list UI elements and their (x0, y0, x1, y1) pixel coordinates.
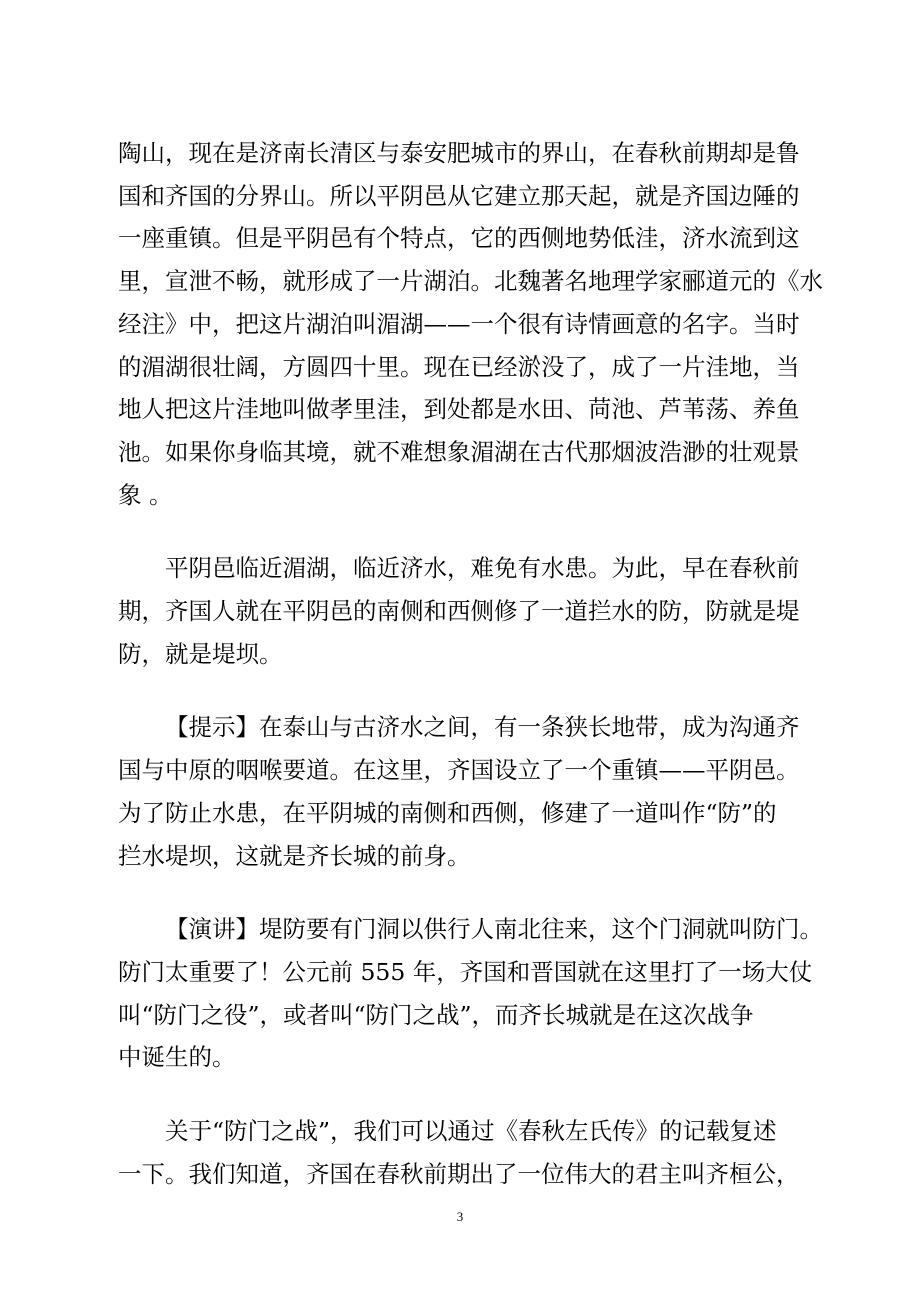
paragraph-speech (118, 908, 823, 1079)
text-line: 国和齐国的分界山。所以平阴邑从它建立那天起，就是齐国边陲的 (118, 181, 800, 210)
page-number: 3 (456, 1209, 464, 1224)
text-line: 拦水堤坝，这就是齐长城的前身。 (118, 841, 471, 870)
text-line-indented: 【演讲】堤防要有门洞以供行人南北往来，这个门洞就叫防门。 (165, 915, 823, 944)
paragraph (118, 1110, 808, 1195)
text-line: 一下。我们知道，齐国在春秋前期出了一位伟大的君主叫齐桓公， (118, 1159, 800, 1188)
text-line: 陶山，现在是济南长清区与泰安肥城市的界山，在春秋前期却是鲁 (118, 139, 800, 167)
text-line-indented: 【提示】在泰山与古济水之间，有一条狭长地带，成为沟通齐 (165, 713, 800, 742)
text-line: 池。如果你身临其境，就不难想象湄湖在古代那烟波浩渺的壮观景 (118, 437, 800, 466)
text-line: 防门太重要了！公元前 555 年，齐国和晋国就在这里打了一场大仗 (118, 957, 813, 986)
text-line: 地人把这片洼地叫做孝里洼，到处都是水田、苘池、芦苇荡、养鱼 (118, 395, 800, 424)
paragraph (118, 132, 823, 516)
text-line: 防，就是堤坝。 (118, 639, 283, 668)
text-line-indented: 关于“防门之战”，我们可以通过《春秋左氏传》的记载复述 (165, 1117, 777, 1146)
text-line: 为了防止水患，在平阴城的南侧和西侧，修建了一道叫作“防”的 (118, 798, 777, 827)
text-line: 期，齐国人就在平阴邑的南侧和西侧修了一道拦水的防，防就是堤 (118, 597, 800, 626)
text-line: 中诞生的。 (118, 1043, 236, 1072)
text-line: 的湄湖很壮阔，方圆四十里。现在已经淤没了，成了一片洼地，当 (118, 352, 800, 381)
text-line: 里，宣泄不畅，就形成了一片湖泊。北魏著名地理学家郦道元的《水 (118, 267, 823, 296)
text-line: 一座重镇。但是平阴邑有个特点，它的西侧地势低洼，济水流到这 (118, 224, 800, 253)
text-line: 国与中原的咽喉要道。在这里，齐国设立了一个重镇——平阴邑。 (118, 756, 800, 785)
text-line-indented: 平阴邑临近湄湖，临近济水，难免有水患。为此，早在春秋前 (165, 554, 800, 583)
text-line: 叫“防门之役”，或者叫“防门之战”，而齐长城就是在这次战争 (118, 1000, 754, 1029)
paragraph (118, 547, 808, 675)
text-line: 经注》中，把这片湖泊叫湄湖——一个很有诗情画意的名字。当时 (118, 309, 800, 338)
document-body (118, 132, 823, 1226)
paragraph-tip (118, 706, 808, 877)
text-line: 象 。 (118, 480, 173, 509)
